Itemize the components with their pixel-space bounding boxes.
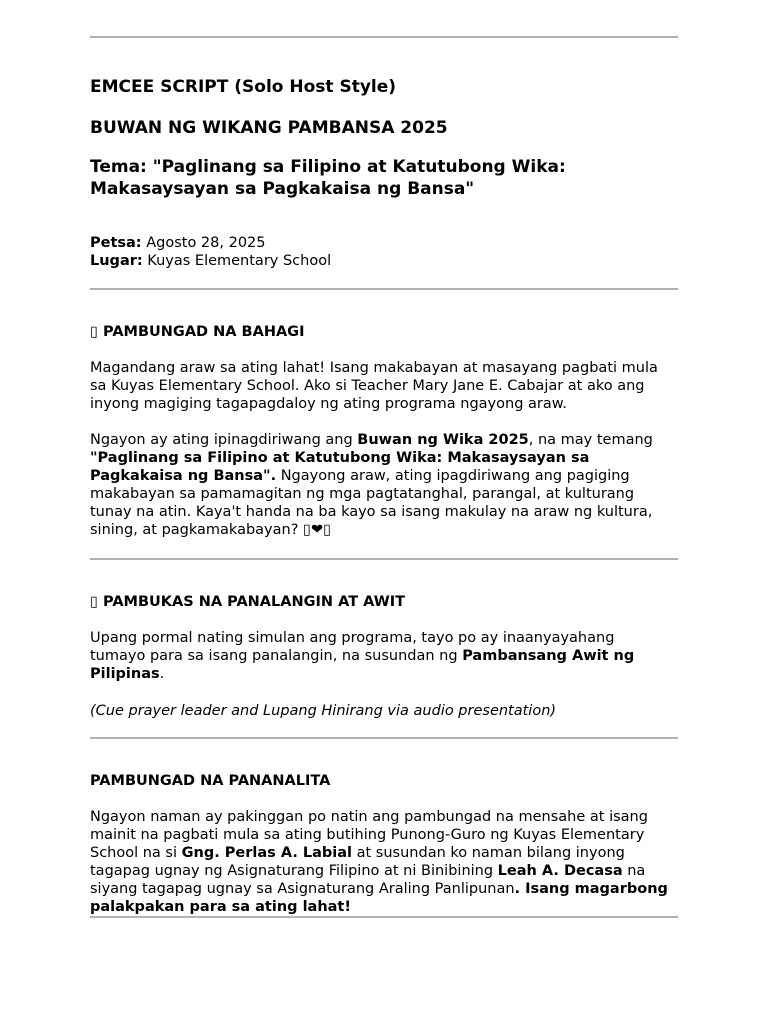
divider-4 (90, 916, 678, 918)
p2-bold-event: Buwan ng Wika 2025 (357, 432, 529, 448)
section-heading-pambungad: ▯ PAMBUNGAD NA BAHAGI (90, 324, 305, 340)
pambungad-paragraph-1: Magandang araw sa ating lahat! Isang makabayan at masayang pagbati mula sa Kuyas Elementary School. Ako si Teacher Mary Jane E. Cabajar at ako ang inyong magiging tagapagdaloy ng ating programa ngayong araw. (90, 360, 658, 412)
panalangin-text-c: . (159, 666, 165, 682)
pananalita-text-c: at susundan ko naman bilang inyong tagapag ugnay ng Asignaturang Filipino at ni Binibining (90, 845, 625, 879)
divider-1 (90, 288, 678, 290)
date-line (90, 234, 690, 252)
event-title: BUWAN NG WIKANG PAMBANSA 2025 (90, 118, 448, 138)
cue-note: (Cue prayer leader and Lupang Hinirang via audio presentation) (90, 703, 557, 719)
pananalita-bold-decasa: Leah A. Decasa (497, 863, 623, 879)
pananalita-text-a: Ngayon naman ay pakinggan po natin ang pambungad na mensahe at isang mainit na pagbati mula sa ating butihing Punong-Guro ng Kuyas Elementary School na si (90, 809, 648, 861)
pananalita-bold-principal: Gng. Perlas A. Labial (181, 845, 353, 861)
p2-text-e: Ngayong araw, ating ipagdiriwang ang pagiging makabayan sa pamamagitan ng mga pagtatanghal, parangal, at kulturang tunay na atin. Kaya't handa na ba kayo sa isang makulay na araw ng kultura, sining, at pagkamakabayan? ▯❤▯ (90, 468, 653, 538)
place-label: Lugar: (90, 253, 143, 269)
divider-3 (90, 737, 678, 739)
pambungad-paragraph-2 (90, 431, 680, 539)
panalangin-bold-anthem: Pambansang Awit ng Pilipinas (90, 648, 635, 682)
p2-text-c: , na may temang (528, 432, 653, 448)
script-title: EMCEE SCRIPT (Solo Host Style) (90, 77, 397, 97)
divider-2 (90, 558, 678, 560)
date-value: Agosto 28, 2025 (141, 235, 266, 251)
pananalita-text-e: na siyang tagapag ugnay sa Asignaturang Araling Panlipunan (90, 863, 646, 897)
panalangin-paragraph (90, 629, 670, 683)
divider-top (90, 36, 678, 38)
place-line (90, 252, 690, 270)
pananalita-bold-closing: . Isang magarbong palakpakan para sa ating lahat! (90, 881, 668, 915)
date-label: Petsa: (90, 235, 142, 251)
pananalita-paragraph (90, 808, 675, 916)
panalangin-text-a: Upang pormal nating simulan ang programa, tayo po ay inaanyayahang tumayo para sa isang panalangin, na susundan ng (90, 630, 615, 664)
p2-text-a: Ngayon ay ating ipinagdiriwang ang (90, 432, 358, 448)
section-heading-panalangin: ▯ PAMBUKAS NA PANALANGIN AT AWIT (90, 594, 405, 610)
theme-line-2: Makasaysayan sa Pagkakaisa ng Bansa" (90, 179, 475, 199)
p2-bold-theme: "Paglinang sa Filipino at Katutubong Wika: Makasaysayan sa Pagkakaisa ng Bansa". (90, 450, 590, 484)
place-value: Kuyas Elementary School (142, 253, 332, 269)
section-heading-pananalita: PAMBUNGAD NA PANANALITA (90, 773, 331, 789)
theme-line-1: Tema: "Paglinang sa Filipino at Katutubong Wika: (90, 157, 566, 177)
